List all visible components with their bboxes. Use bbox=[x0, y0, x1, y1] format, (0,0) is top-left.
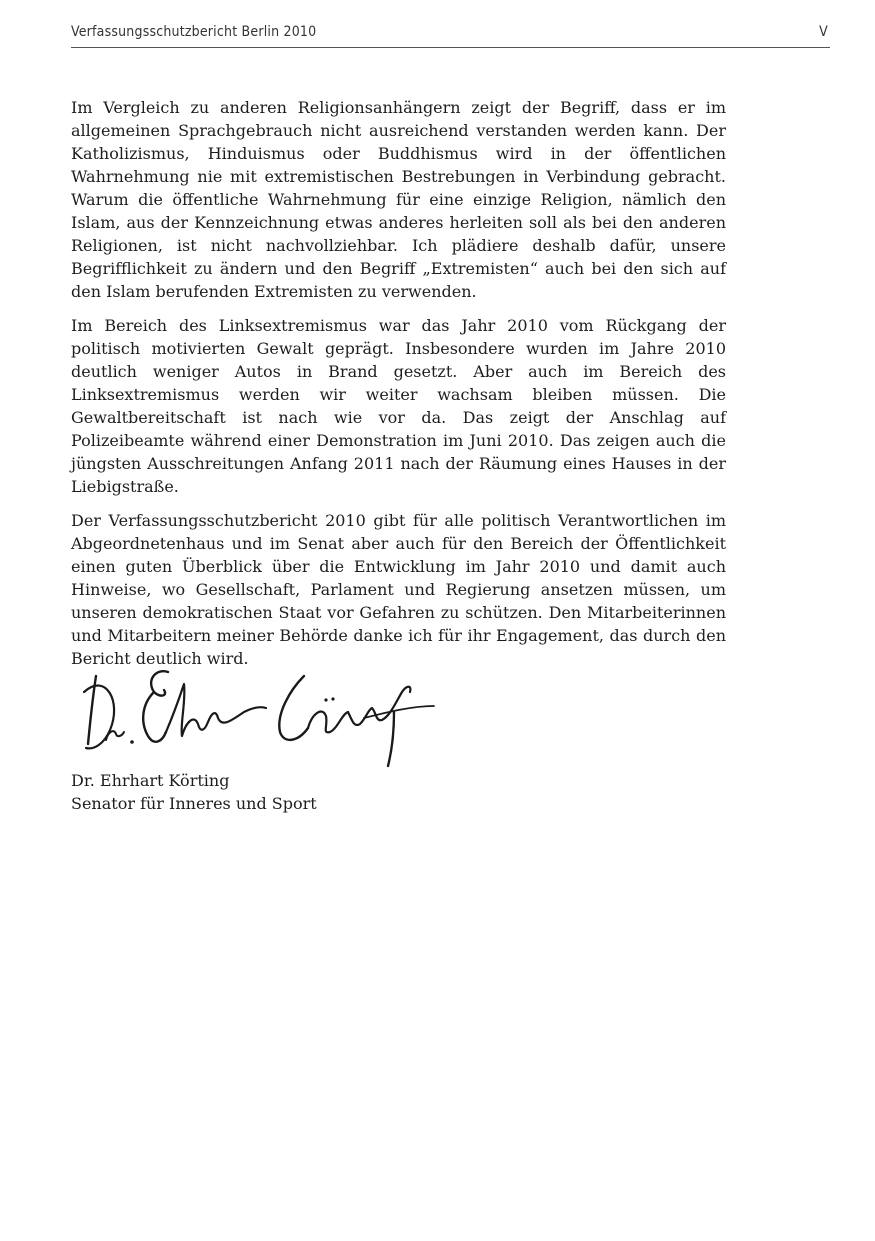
page-number: V bbox=[819, 24, 828, 40]
handwritten-signature bbox=[76, 662, 446, 774]
body-text bbox=[71, 96, 726, 681]
running-title: Verfassungsschutzbericht Berlin 2010 bbox=[71, 24, 317, 40]
signer-name: Dr. Ehrhart Körting bbox=[71, 771, 230, 790]
signer-position: Senator für Inneres und Sport bbox=[71, 794, 317, 813]
signer-block bbox=[71, 769, 317, 815]
paragraph-religion-extremism: Im Vergleich zu anderen Religionsanhängern zeigt der Begriff, dass er im allgemeinen Sprachgebrauch nicht ausreichend verstanden werden kann. Der Katholizismus, Hinduismus oder Buddhismus wird in der öffentlichen Wahrnehmung nie mit extremistischen Bestrebungen in Verbindung gebracht. Warum die öffentliche Wahrnehmung für eine einzige Religion, nämlich den Islam, aus der Kennzeichnung etwas anderes herleiten soll als bei den anderen Religionen, ist nicht nachvollziehbar. Ich plädiere deshalb dafür, unsere Begrifflichkeit zu ändern und den Begriff „Extremisten“ auch bei den sich auf den Islam berufenden Extremisten zu verwenden. bbox=[71, 98, 726, 301]
paragraph-report-overview: Der Verfassungsschutzbericht 2010 gibt für alle politisch Verantwortlichen im Abgeordnetenhaus und im Senat aber auch für den Bereich der Öffentlichkeit einen guten Überblick über die Entwicklung im Jahr 2010 und damit auch Hinweise, wo Gesellschaft, Parlament und Regierung ansetzen müssen, um unseren demokratischen Staat vor Gefahren zu schützen. Den Mitarbeiterinnen und Mitarbeitern meiner Behörde danke ich für ihr Engagement, das durch den Bericht deutlich wird. bbox=[71, 511, 726, 668]
paragraph-left-extremism: Im Bereich des Linksextremismus war das Jahr 2010 vom Rückgang der politisch motivierten Gewalt geprägt. Insbesondere wurden im Jahre 2010 deutlich weniger Autos in Brand gesetzt. Aber auch im Bereich des Linksextremismus werden wir weiter wachsam bleiben müssen. Die Gewaltbereitschaft ist nach wie vor da. Das zeigt der Anschlag auf Polizeibeamte während einer Demonstration im Juni 2010. Das zeigen auch die jüngsten Ausschreitungen Anfang 2011 nach der Räumung eines Hauses in der Liebigstraße. bbox=[71, 316, 726, 496]
page-header bbox=[71, 22, 830, 48]
